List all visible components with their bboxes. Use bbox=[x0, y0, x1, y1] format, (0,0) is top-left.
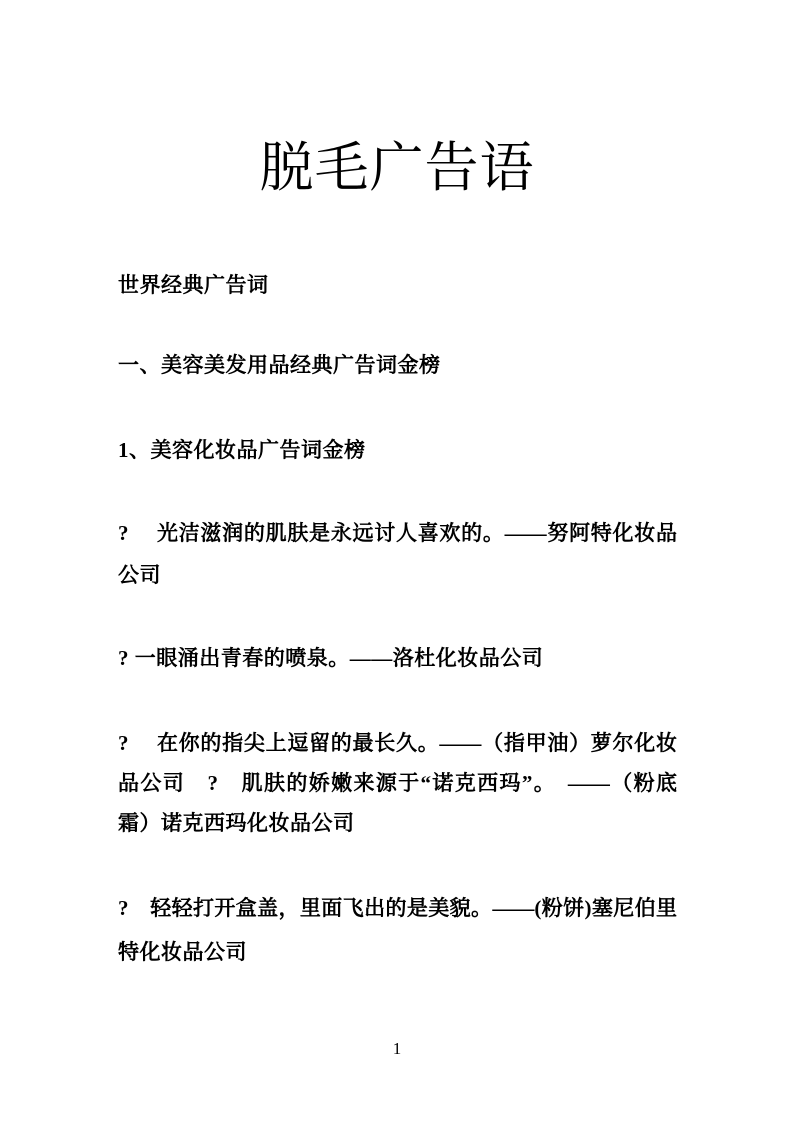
paragraph-4-line-2: 特化妆品公司 bbox=[118, 940, 247, 964]
paragraph-4-line-1: ? 轻轻打开盒盖，里面飞出的是美貌。——(粉饼)塞尼伯里 bbox=[118, 896, 677, 920]
paragraph-3-line-3: 霜）诺克西玛化妆品公司 bbox=[118, 811, 355, 835]
heading-subsection-cosmetics: 1、美容化妆品广告词金榜 bbox=[118, 438, 366, 462]
document-title: 脱毛广告语 bbox=[259, 138, 535, 198]
page-number: 1 bbox=[392, 1039, 402, 1058]
paragraph-3-line-1: ? 在你的指尖上逗留的最长久。——（指甲油）萝尔化妆 bbox=[118, 731, 677, 755]
paragraph-1-line-2: 公司 bbox=[118, 563, 161, 587]
paragraph-3-line-2: 品公司 ? 肌肤的娇嫩来源于“诺克西玛”。 ——（粉底 bbox=[118, 771, 677, 795]
paragraph-1-line-1: ? 光洁滋润的肌肤是永远讨人喜欢的。——努阿特化妆品 bbox=[118, 521, 677, 545]
heading-section-beauty-hair-products: 一、美容美发用品经典广告词金榜 bbox=[118, 353, 441, 377]
paragraph-2-line-1: ? 一眼涌出青春的喷泉。——洛杜化妆品公司 bbox=[118, 646, 544, 670]
heading-world-classic-slogans: 世界经典广告词 bbox=[118, 273, 269, 297]
